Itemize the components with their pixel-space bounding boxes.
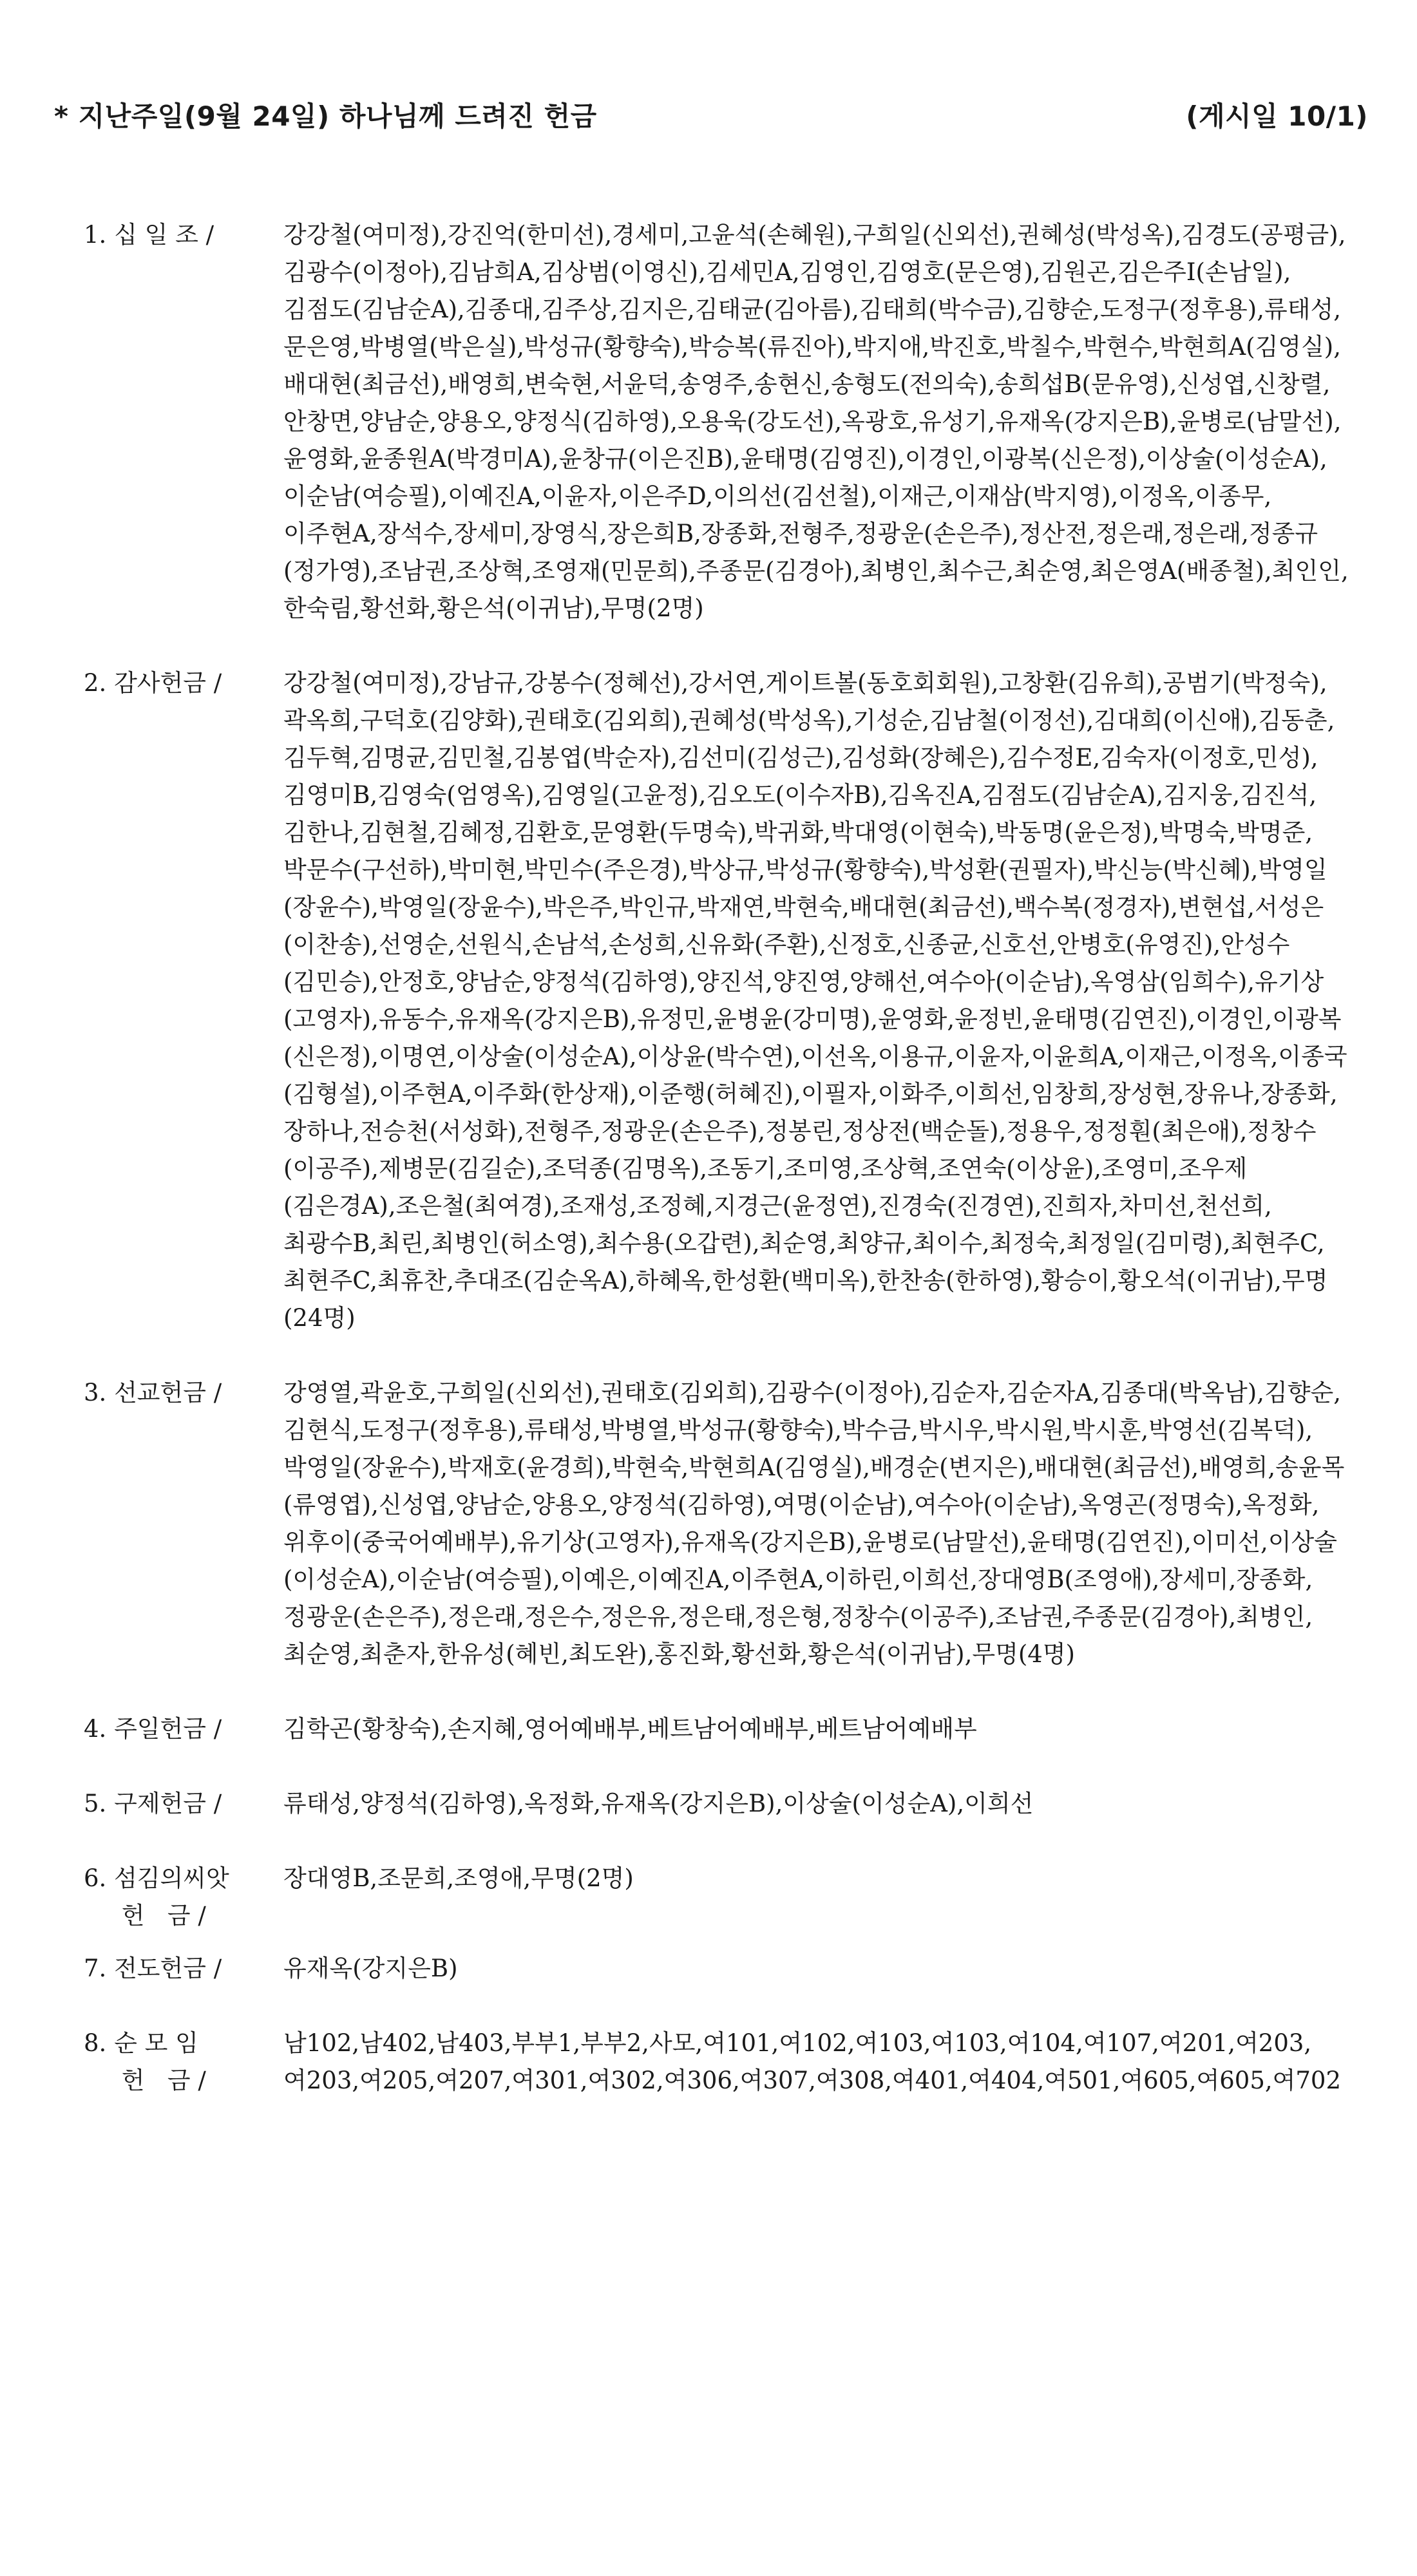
donor-list: 류태성,양정석(김하영),옥정화,유재옥(강지은B),이상술(이성순A),이희선 bbox=[283, 1790, 1034, 1817]
donor-list: 강강철(여미정),강진억(한미선),경세미,고윤석(손혜원),구희일(신외선),권혜성(박성옥),김경도(공평금),김광수(이정아),김남희A,김상범(이영신),김세민A,김영인,김영호(문은영),김원곤,김은주I(손남일),김점도(김남순A),김종대,김주상,김지은,김태균(김아름),김태희(박수금),김향순,도정구(정후용),류태성,문은영,박병열(박은실),박성규(황향숙),박승복(류진아),박지애,박진호,박칠수,박현수,박현희A(김영실),배대현(최금선),배영희,변숙현,서윤덕,송영주,송현신,송형도(전의숙),송희섭B(문유영),신성엽,신창렬,안창면,양남순,양용오,양정식(김하영),오용욱(강도선),옥광호,유성기,유재옥(강지은B),윤병로(남말선),윤영화,윤종원A(박경미A),윤창규(이은진B),윤태명(김영진),이경인,이광복(신은정),이상술(이성순A),이순남(여승필),이예진A,이윤자,이은주D,이의선(김선철),이재근,이재삼(박지영),이정옥,이종무,이주현A,장석수,장세미,장영식,장은희B,장종화,전형주,정광운(손은주),정산전,정은래,정은래,정종규(정가영),조남권,조상혁,조영재(민문희),주종문(김경아),최병인,최수근,최순영,최은영A(배종철),최인인,한숙림,황선화,황은석(이귀남),무명(2명) bbox=[283, 221, 1349, 622]
posted-date: (게시일 10/1) bbox=[1186, 100, 1368, 132]
page-header bbox=[54, 95, 1368, 147]
donor-list: 남102,남402,남403,부부1,부부2,사모,여101,여102,여103,여103,여104,여107,여201,여203,여203,여205,여207,여301,여302,여306,여307,여308,여401,여404,여501,여605,여605,여702 bbox=[283, 2029, 1341, 2094]
offering-sections bbox=[84, 216, 1359, 2137]
section-small-group bbox=[84, 2025, 1359, 2099]
section-label: 4. 주일헌금 / bbox=[84, 1715, 222, 1743]
donor-list: 유재옥(강지은B) bbox=[283, 1955, 458, 1982]
section-label: 1. 십 일 조 / bbox=[84, 221, 214, 249]
section-label: 2. 감사헌금 / bbox=[84, 669, 222, 697]
donor-list: 강영열,곽윤호,구희일(신외선),권태호(김외희),김광수(이정아),김순자,김순자A,김종대(박옥남),김향순,김현식,도정구(정후용),류태성,박병열,박성규(황향숙),박수금,박시우,박시원,박시훈,박영선(김복덕),박영일(장윤수),박재호(윤경희),박현숙,박현희A(김영실),배경순(변지은),배대현(최금선),배영희,송윤목(류영엽),신성엽,양남순,양용오,양정석(김하영),여명(이순남),여수아(이순남),옥영곤(정명숙),옥정화,위후이(중국어예배부),유기상(고영자),유재옥(강지은B),윤병로(남말선),윤태명(김연진),이미선,이상술(이성순A),이순남(여승필),이예은,이예진A,이주현A,이하린,이희선,장대영B(조영애),장세미,장종화,정광운(손은주),정은래,정은수,정은유,정은태,정은형,정창수(이공주),조남권,주종문(김경아),최병인,최순영,최춘자,한유성(혜빈,최도완),홍진화,황선화,황은석(이귀남),무명(4명) bbox=[283, 1379, 1345, 1668]
section-label: 3. 선교헌금 / bbox=[84, 1379, 222, 1406]
donor-list: 김학곤(황창숙),손지혜,영어예배부,베트남어예배부,베트남어예배부 bbox=[283, 1715, 977, 1743]
section-label: 7. 전도헌금 / bbox=[84, 1955, 222, 1982]
section-label: 8. 순 모 임 헌 금 / bbox=[84, 2029, 206, 2094]
section-evangelism bbox=[84, 1950, 1359, 1987]
donor-list: 강강철(여미정),강남규,강봉수(정혜선),강서연,게이트볼(동호회회원),고창환(김유희),공범기(박정숙),곽옥희,구덕호(김양화),권태호(김외희),권혜성(박성옥),기성순,김남철(이정선),김대희(이신애),김동춘,김두혁,김명균,김민철,김봉엽(박순자),김선미(김성근),김성화(장혜은),김수정E,김숙자(이정호,민성),김영미B,김영숙(엄영옥),김영일(고윤정),김오도(이수자B),김옥진A,김점도(김남순A),김지웅,김진석,김한나,김현철,김혜정,김환호,문영환(두명숙),박귀화,박대영(이현숙),박동명(윤은정),박명숙,박명준,박문수(구선하),박미현,박민수(주은경),박상규,박성규(황향숙),박성환(권필자),박신능(박신혜),박영일(장윤수),박영일(장윤수),박은주,박인규,박재연,박현숙,배대현(최금선),백수복(정경자),변현섭,서성은(이찬송),선영순,선원식,손남석,손성희,신유화(주환),신정호,신종균,신호선,안병호(유영진),안성수(김민승),안정호,양남순,양정석(김하영),양진석,양진영,양해선,여수아(이순남),옥영삼(임희수),유기상(고영자),유동수,유재옥(강지은B),유정민,윤병윤(강미명),윤영화,윤정빈,윤태명(김연진),이경인,이광복(신은정),이명연,이상술(이성순A),이상윤(박수연),이선옥,이용규,이윤자,이윤희A,이재근,이정옥,이종국(김형설),이주현A,이주화(한상재),이준행(허혜진),이필자,이화주,이희선,임창희,장성현,장유나,장종화,장하나,전승천(서성화),전형주,정광운(손은주),정봉린,정상전(백순돌),정용우,정정훤(최은애),정창수(이공주),제병문(김길순),조덕종(김명옥),조동기,조미영,조상혁,조연숙(이상윤),조영미,조우제(김은경A),조은철(최여경),조재성,조정혜,지경근(윤정연),진경숙(진경연),진희자,차미선,천선희,최광수B,최린,최병인(허소영),최수용(오갑련),최순영,최양규,최이수,최정숙,최정일(김미령),최현주C,최현주C,최휴찬,추대조(김순옥A),하혜옥,한성환(백미옥),한찬송(한하영),황승이,황오석(이귀남),무명(24명) bbox=[283, 669, 1347, 1332]
page-title: * 지난주일(9월 24일) 하나님께 드려진 헌금 bbox=[54, 100, 597, 132]
section-sunday bbox=[84, 1710, 1359, 1748]
section-serving-seed bbox=[84, 1860, 1359, 1935]
section-tithe bbox=[84, 216, 1359, 627]
section-thanksgiving bbox=[84, 665, 1359, 1337]
section-mission bbox=[84, 1374, 1359, 1673]
donor-list: 장대영B,조문희,조영애,무명(2명) bbox=[283, 1864, 634, 1892]
section-label: 6. 섬김의씨앗 헌 금 / bbox=[84, 1864, 229, 1929]
section-label: 5. 구제헌금 / bbox=[84, 1790, 222, 1817]
section-relief bbox=[84, 1785, 1359, 1823]
